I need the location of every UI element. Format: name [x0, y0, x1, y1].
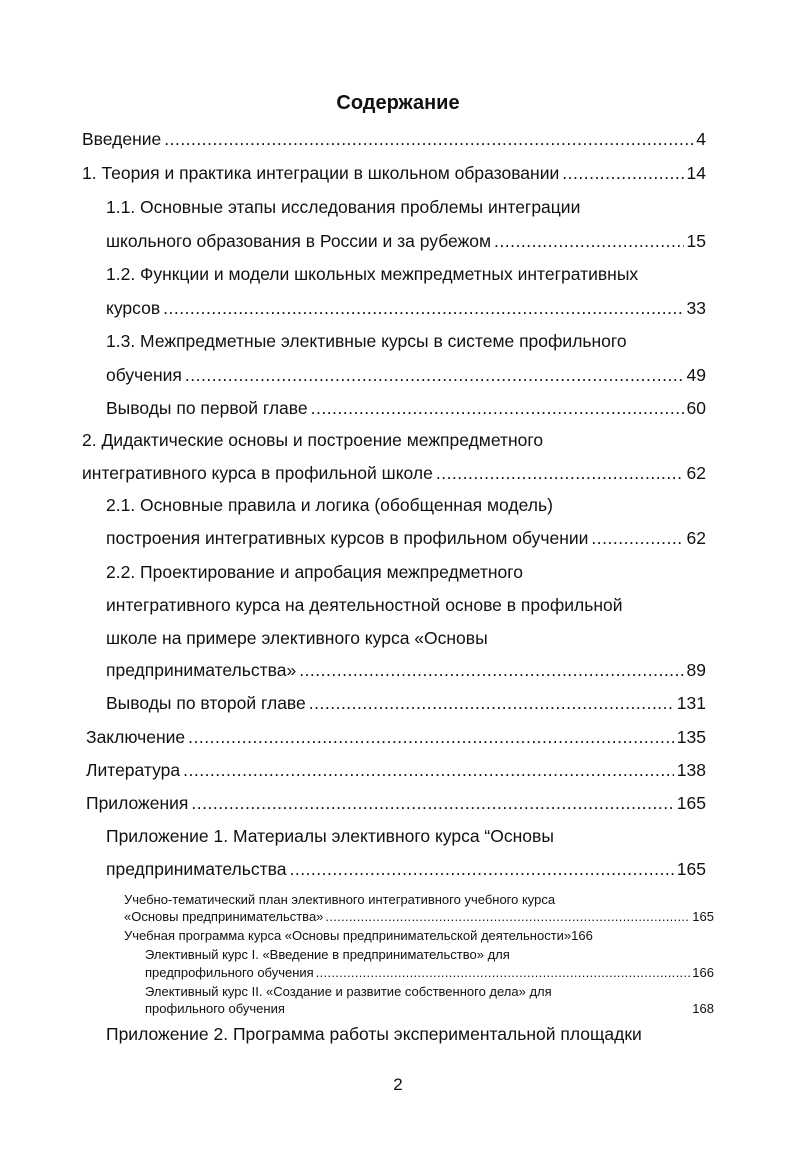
toc-entry-appendix-2: Приложение 2. Программа работы экспериментальной площадки [106, 1024, 642, 1044]
toc-entry-appendix-1-course-1 [145, 965, 714, 981]
toc-entry-appendix-1-line1: Приложение 1. Материалы элективного курса “Основы [106, 826, 554, 846]
toc-entry-appendix-1-course-2-line1: Элективный курс II. «Создание и развитие собственного дела» для [145, 984, 552, 999]
page-number: 2 [393, 1075, 403, 1094]
toc-entry-2-2-line2: интегративного курса на деятельностной основе в профильной [106, 595, 623, 615]
toc-entry-2-2 [106, 659, 706, 681]
toc-entry-page: 4 [696, 129, 706, 149]
toc-entry-page: 168 [692, 1001, 714, 1016]
toc-entry-text: предпринимательства» [106, 660, 297, 680]
toc-entry-page: 165 [692, 909, 714, 924]
toc-entry-page: 166 [571, 928, 593, 943]
toc-entry-conclusions-2 [106, 692, 706, 714]
toc-entry-appendix-1-program [124, 928, 593, 944]
toc-entry-2-2-line1: 2.2. Проектирование и апробация межпредметного [106, 562, 523, 582]
toc-entry-page: 14 [686, 163, 706, 183]
toc-entry-1-3 [106, 364, 706, 386]
toc-entry-chapter-2-line1: 2. Дидактические основы и построение межпредметного [82, 430, 544, 450]
toc-entry-intro [82, 128, 706, 150]
toc-entry-text: «Основы предпринимательства» [124, 909, 324, 924]
toc-entry-appendix-1 [106, 858, 706, 880]
toc-entry-appendix-1-course-1-line1: Элективный курс I. «Введение в предпринимательство» для [145, 947, 510, 962]
toc-entry-1-1 [106, 230, 706, 252]
toc-entry-page: 15 [686, 231, 706, 251]
toc-entry-text: обучения [106, 365, 182, 385]
toc-entry-page: 165 [676, 793, 706, 813]
toc-entry-text: интегративного курса в профильной школе [82, 463, 433, 483]
toc-entry-page: 62 [686, 528, 706, 548]
toc-entry-text: Учебная программа курса «Основы предпринимательской деятельности» [124, 928, 572, 943]
toc-entry-text: предпринимательства [106, 859, 287, 879]
toc-entry-1-1-line1: 1.1. Основные этапы исследования проблемы интеграции [106, 197, 581, 217]
toc-entry-appendix-1-plan-line1: Учебно-тематический план элективного интегративного учебного курса [124, 892, 556, 907]
toc-entry-page: 165 [676, 859, 706, 879]
toc-entry-appendix-1-plan [124, 909, 714, 925]
toc-entry-2-1-line1: 2.1. Основные правила и логика (обобщенная модель) [106, 495, 553, 515]
toc-entry-2-1 [106, 527, 706, 549]
toc-entry-page: 49 [686, 365, 706, 385]
toc-entry-text: Выводы по первой главе [106, 398, 308, 418]
toc-entry-conclusions-1 [106, 397, 706, 419]
toc-entry-text: Приложения [86, 793, 189, 813]
toc-entry-page: 131 [676, 693, 706, 713]
toc-entry-page: 33 [686, 298, 706, 318]
toc-entry-2-2-line3: школе на примере элективного курса «Основы [106, 628, 488, 648]
toc-entry-text: школьного образования в России и за рубежом [106, 231, 492, 251]
toc-entry-appendices [86, 792, 706, 814]
toc-entry-text: Литература [86, 760, 181, 780]
page-title: Содержание [336, 92, 460, 114]
toc-entry-page: 62 [686, 463, 706, 483]
toc-entry-chapter-2 [82, 462, 706, 484]
toc-entry-text: Введение [82, 129, 162, 149]
toc-entry-1-3-line1: 1.3. Межпредметные элективные курсы в системе профильного [106, 331, 627, 351]
toc-entry-chapter-1 [82, 162, 706, 184]
toc-entry-page: 89 [686, 660, 706, 680]
toc-entry-page: 135 [676, 727, 706, 747]
toc-entry-page: 138 [676, 760, 706, 780]
toc-entry-literature [86, 759, 706, 781]
toc-entry-conclusion [86, 726, 706, 748]
toc-entry-text: предпрофильного обучения [145, 965, 314, 980]
toc-entry-1-2-line1: 1.2. Функции и модели школьных межпредметных интегративных [106, 264, 639, 284]
toc-entry-text: курсов [106, 298, 161, 318]
toc-entry-1-2 [106, 297, 706, 319]
toc-entry-text: построения интегративных курсов в профильном обучении [106, 528, 589, 548]
toc-entry-appendix-1-course-2 [145, 1001, 714, 1017]
toc-entry-text: профильного обучения [145, 1001, 285, 1016]
toc-entry-page: 60 [686, 398, 706, 418]
toc-entry-text: 1. Теория и практика интеграции в школьном образовании [82, 163, 560, 183]
toc-entry-page: 166 [692, 965, 714, 980]
toc-entry-text: Заключение [86, 727, 186, 747]
toc-entry-text: Выводы по второй главе [106, 693, 306, 713]
